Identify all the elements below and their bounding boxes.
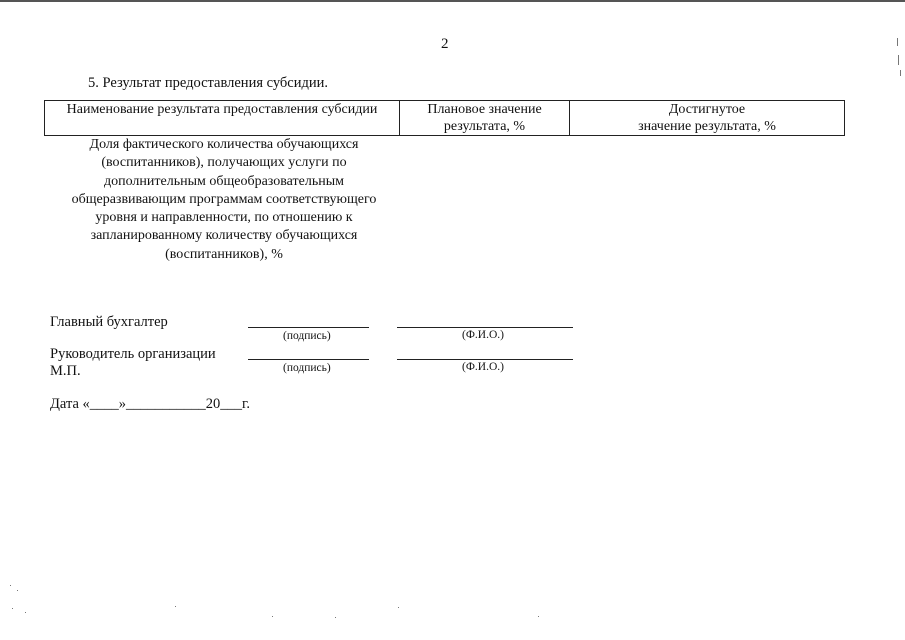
chief-accountant-signature-caption: (подпись) [283, 330, 331, 342]
table-header-row [45, 101, 845, 136]
result-table [44, 100, 845, 136]
indicator-description [52, 136, 396, 264]
chief-accountant-label: Главный бухгалтер [50, 314, 168, 330]
scan-artifact [17, 590, 18, 591]
scan-artifact [12, 608, 13, 609]
scan-artifact [900, 70, 901, 76]
scan-artifact [175, 606, 176, 607]
indicator-line: запланированному количеству обучающихся [90, 228, 358, 244]
scan-artifact [10, 585, 11, 586]
scan-artifact [398, 607, 399, 608]
indicator-line: Доля фактического количества обучающихся [89, 137, 359, 152]
director-signature-caption: (подпись) [283, 362, 331, 374]
director-label: Руководитель организации [50, 346, 216, 362]
indicator-line: общеразвивающим программам соответствующего [71, 191, 377, 207]
indicator-line: уровня и направленности, по отношению к [95, 210, 353, 226]
header-planned-line-1: Плановое значение [427, 102, 542, 117]
chief-accountant-name-caption: (Ф.И.О.) [462, 329, 504, 341]
indicator-line: дополнительным общеобразовательным [103, 173, 344, 189]
header-achieved-line-1: Достигнутое [668, 102, 746, 117]
scan-artifact [897, 38, 898, 46]
scan-artifact [538, 616, 539, 617]
director-signature-line [248, 359, 369, 360]
chief-accountant-name-line [397, 327, 573, 328]
chief-accountant-signature-line [248, 327, 369, 328]
scan-artifact [898, 55, 899, 65]
scan-artifact [25, 612, 26, 613]
section-title: 5. Результат предоставления субсидии. [88, 75, 329, 91]
page-number: 2 [441, 36, 449, 52]
scan-artifact [335, 617, 336, 618]
scan-artifact [272, 616, 273, 617]
header-result-name [45, 101, 400, 136]
header-achieved-value [570, 101, 845, 136]
page-top-edge [0, 0, 905, 2]
director-name-line [397, 359, 573, 360]
seal-label: М.П. [50, 363, 81, 379]
indicator-line: (воспитанников), % [165, 246, 283, 262]
header-planned-line-2: результата, % [443, 119, 526, 134]
director-name-caption: (Ф.И.О.) [462, 361, 504, 373]
header-planned-value [400, 101, 570, 136]
header-result-name-text: Наименование результата предоставления субсидии [66, 102, 378, 117]
header-achieved-line-2: значение результата, % [638, 119, 776, 134]
date-field: Дата «____»___________20___г. [50, 396, 250, 412]
indicator-line: (воспитанников), получающих услуги по [101, 155, 347, 171]
